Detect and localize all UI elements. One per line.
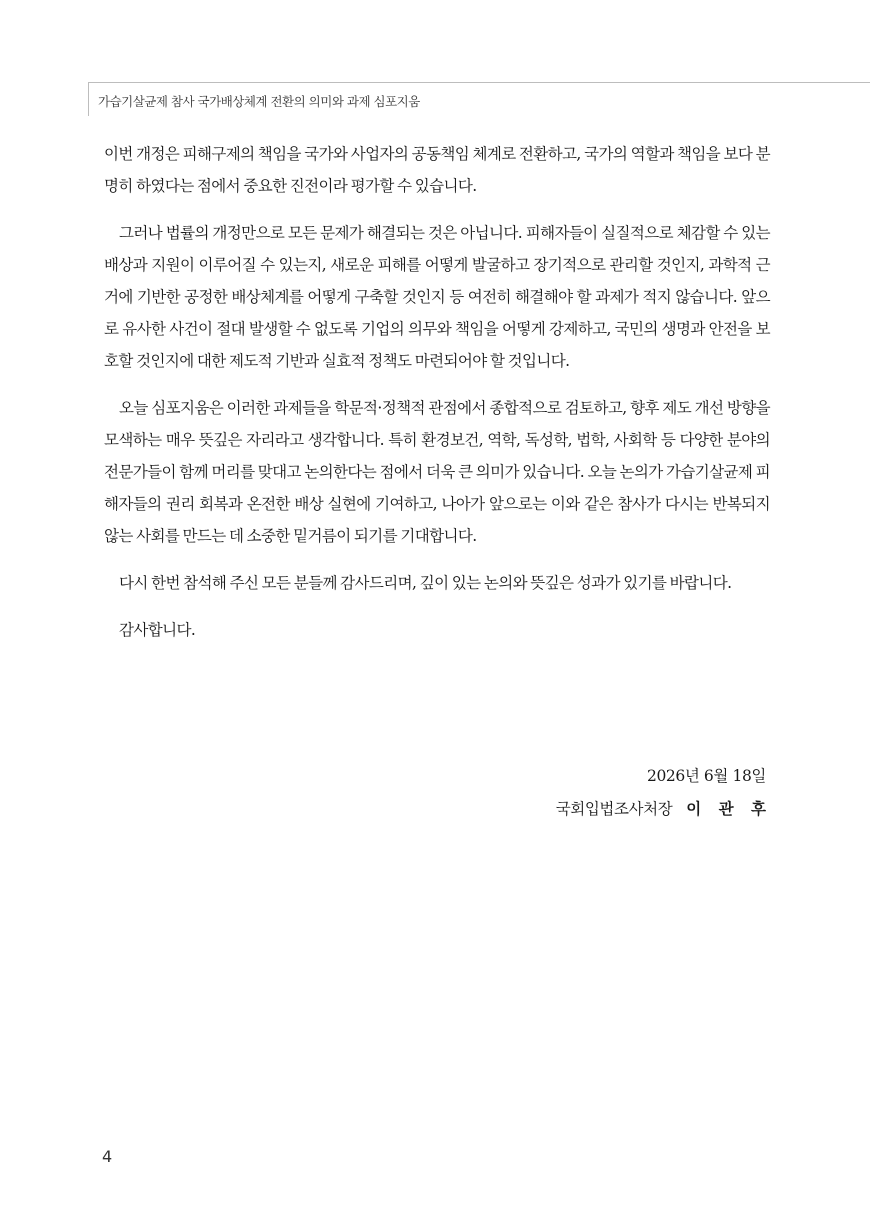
signature-line — [555, 797, 772, 819]
running-header — [88, 82, 870, 116]
paragraph-1: 이번 개정은 피해구제의 책임을 국가와 사업자의 공동책임 체계로 전환하고, 국가의 역할과 책임을 보다 분명히 하였다는 점에서 중요한 진전이라 평가할 수 있습니다. — [104, 145, 770, 195]
document-body — [104, 138, 770, 661]
page-number: 4 — [102, 1147, 113, 1166]
signer-organization: 국회입법조사처장 — [555, 800, 673, 818]
header-rule — [88, 82, 870, 83]
paragraph-3: 오늘 심포지움은 이러한 과제들을 학문적·정책적 관점에서 종합적으로 검토하고, 향후 제도 개선 방향을 모색하는 매우 뜻깊은 자리라고 생각합니다. 특히 환경보건, 역학, 독성학, 법학, 사회학 등 다양한 분야의 전문가들이 함께 머리를 맞대고 논의한다는 점에서 더욱 큰 의미가 있습니다. 오늘 논의가 가습기살균제 피해자들의 권리 회복과 온전한 배상 실현에 기여하고, 나아가 앞으로는 이와 같은 참사가 다시는 반복되지 않는 사회를 만드는 데 소중한 밑거름이 되기를 기대합니다. — [104, 399, 770, 545]
header-tick-mark — [88, 82, 89, 116]
paragraph-4: 다시 한번 참석해 주신 모든 분들께 감사드리며, 깊이 있는 논의와 뜻깊은 성과가 있기를 바랍니다. — [119, 574, 732, 592]
signer-name: 이 관 후 — [686, 799, 772, 818]
paragraph-2: 그러나 법률의 개정만으로 모든 문제가 해결되는 것은 아닙니다. 피해자들이 실질적으로 체감할 수 있는 배상과 지원이 이루어질 수 있는지, 새로운 피해를 어떻게 발굴하고 장기적으로 관리할 것인지, 과학적 근거에 기반한 공정한 배상체계를 어떻게 구축할 것인지 등 여전히 해결해야 할 과제가 적지 않습니다. 앞으로 유사한 사건이 절대 발생할 수 없도록 기업의 의무와 책임을 어떻게 강제하고, 국민의 생명과 안전을 보호할 것인지에 대한 제도적 기반과 실효적 정책도 마련되어야 할 것입니다. — [104, 224, 770, 370]
closing-date: 2026년 6월 18일 — [646, 767, 766, 785]
paragraph-5: 감사합니다. — [119, 621, 196, 639]
header-title: 가습기살균제 참사 국가배상체계 전환의 의미와 과제 심포지움 — [98, 94, 420, 109]
